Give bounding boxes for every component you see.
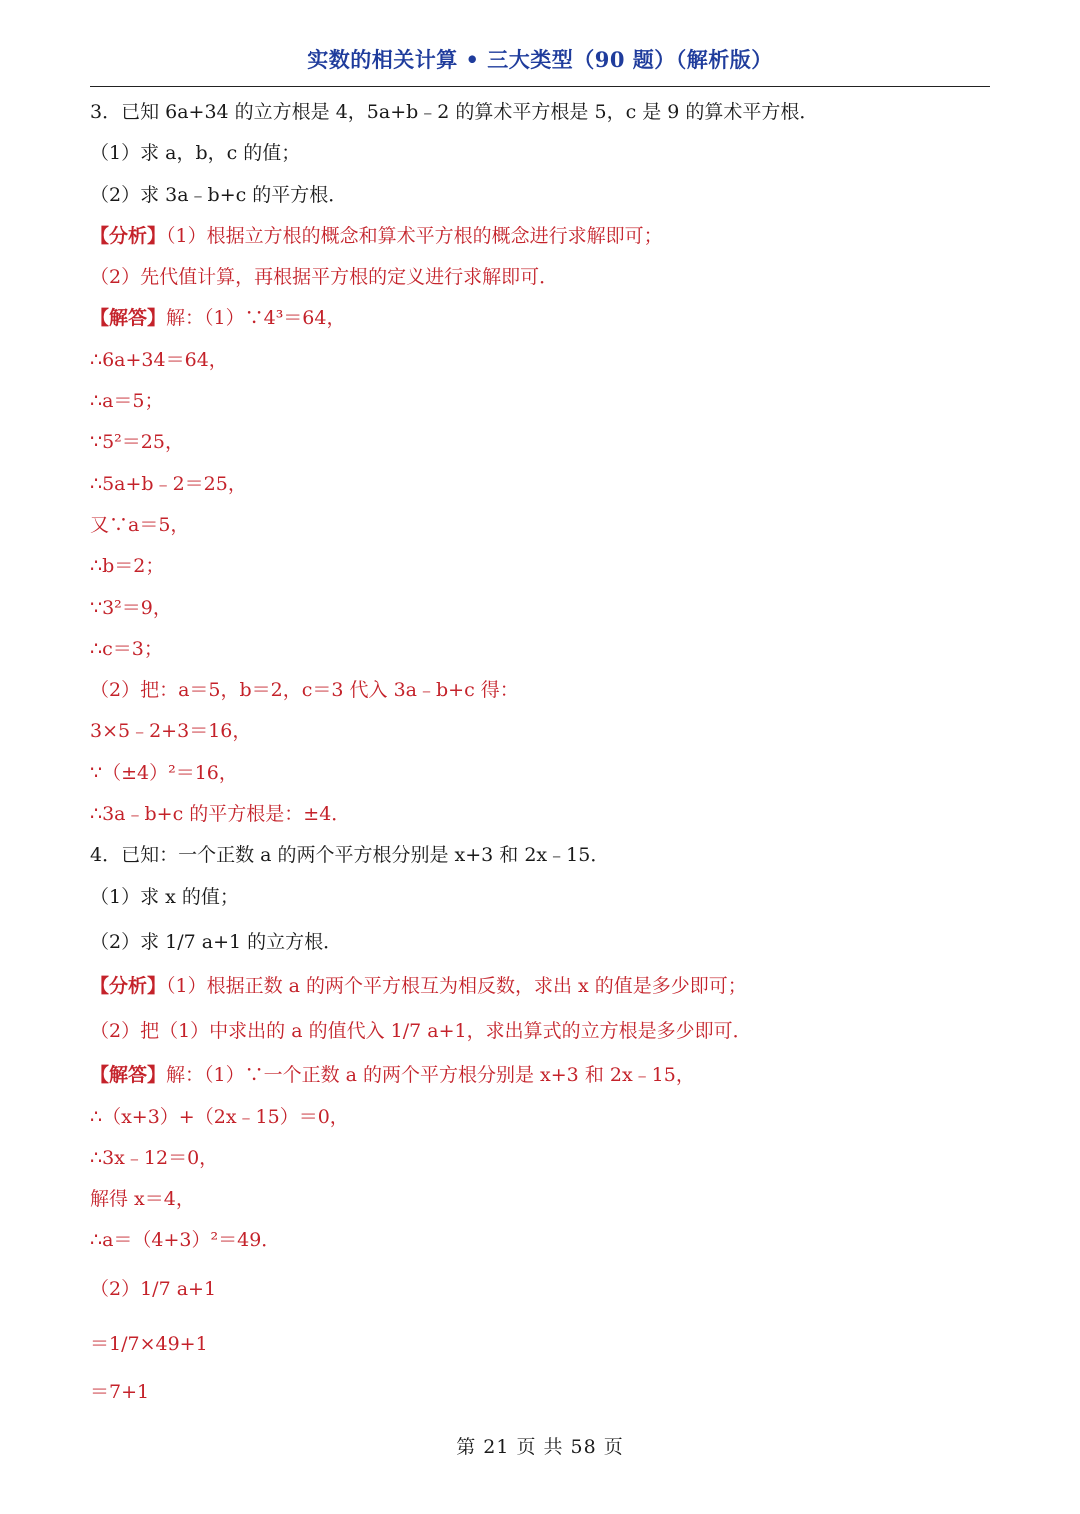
problem-4-solution-line8: ＝7+1 <box>90 1380 150 1403</box>
problem-3-solution-line11: 3×5﹣2+3＝16， <box>90 720 252 743</box>
problem-3-solution-line3: ∴a＝5； <box>90 390 164 413</box>
problem-4-analysis-line1 <box>90 966 990 1007</box>
analysis-tag: 【分析】 <box>90 974 167 997</box>
problem-3-statement: 3．已知 6a+34 的立方根是 4，5a+b﹣2 的算术平方根是 5，c 是 9 的算术平方根． <box>90 101 819 123</box>
problem-3-solution-line5: ∴5a+b﹣2＝25， <box>90 472 247 495</box>
problem-3-part2: （2）求 3a﹣b+c 的平方根． <box>90 183 348 206</box>
problem-3-solution-line12: ∵（±4）²＝16， <box>90 761 238 784</box>
problem-4-solution-line7: ＝1/7×49+1 <box>90 1332 208 1355</box>
problem-4-part2: （2）求 1/7 a+1 的立方根． <box>90 930 343 953</box>
problem-3-analysis-line1 <box>90 216 990 257</box>
problem-3-solution-line6: 又∵a＝5， <box>90 513 190 536</box>
problem-3-solution-line4: ∵5²＝25， <box>90 431 184 454</box>
analysis-text: （1）根据立方根的概念和算术平方根的概念进行求解即可； <box>166 224 663 247</box>
problem-3-solution-line10: （2）把：a＝5，b＝2，c＝3 代入 3a﹣b+c 得： <box>90 679 519 702</box>
page-number-footer: 第 21 页 共 58 页 <box>456 1436 624 1458</box>
solution-tag: 【解答】 <box>90 307 167 330</box>
header-divider <box>90 86 990 87</box>
analysis-tag: 【分析】 <box>90 224 167 247</box>
page-header-title: 实数的相关计算 • 三大类型（90 题）（解析版） <box>307 47 773 72</box>
problem-4-analysis-line2: （2）把（1）中求出的 a 的值代入 1/7 a+1，求出算式的立方根是多少即可． <box>90 1020 752 1043</box>
problem-3-solution-line2: ∴6a+34＝64， <box>90 348 228 371</box>
problem-3-analysis-line2: （2）先代值计算，再根据平方根的定义进行求解即可． <box>90 266 559 289</box>
problem-4-solution-line2: ∴（x+3）+（2x﹣15）＝0， <box>90 1105 349 1128</box>
problem-3-solution-line7: ∴b＝2； <box>90 555 165 578</box>
problem-4-statement: 4．已知：一个正数 a 的两个平方根分别是 x+3 和 2x﹣15． <box>90 844 610 867</box>
problem-4-solution-line4: 解得 x＝4， <box>90 1188 195 1211</box>
problem-3-part1: （1）求 a，b，c 的值； <box>90 142 301 165</box>
problem-4-solution-line3: ∴3x﹣12＝0， <box>90 1146 219 1169</box>
problem-4-part1: （1）求 x 的值； <box>90 885 239 908</box>
problem-3-solution-line9: ∴c＝3； <box>90 637 163 660</box>
problem-4-solution-line6: （2）1/7 a+1 <box>90 1277 217 1300</box>
problem-3-solution-line13: ∴3a﹣b+c 的平方根是：±4． <box>90 803 351 826</box>
solution-text: 解：（1）∵一个正数 a 的两个平方根分别是 x+3 和 2x﹣15， <box>166 1064 695 1087</box>
problem-3-solution-line8: ∵3²＝9， <box>90 596 172 619</box>
solution-text: 解：（1）∵4³＝64， <box>166 307 346 330</box>
solution-tag: 【解答】 <box>90 1064 167 1087</box>
document-body <box>90 92 990 1413</box>
problem-3-solution-line1 <box>90 298 990 339</box>
problem-4-solution-line5: ∴a＝（4+3）²＝49． <box>90 1229 281 1252</box>
problem-4-solution-line1 <box>90 1055 990 1096</box>
analysis-text: （1）根据正数 a 的两个平方根互为相反数，求出 x 的值是多少即可； <box>166 974 747 997</box>
